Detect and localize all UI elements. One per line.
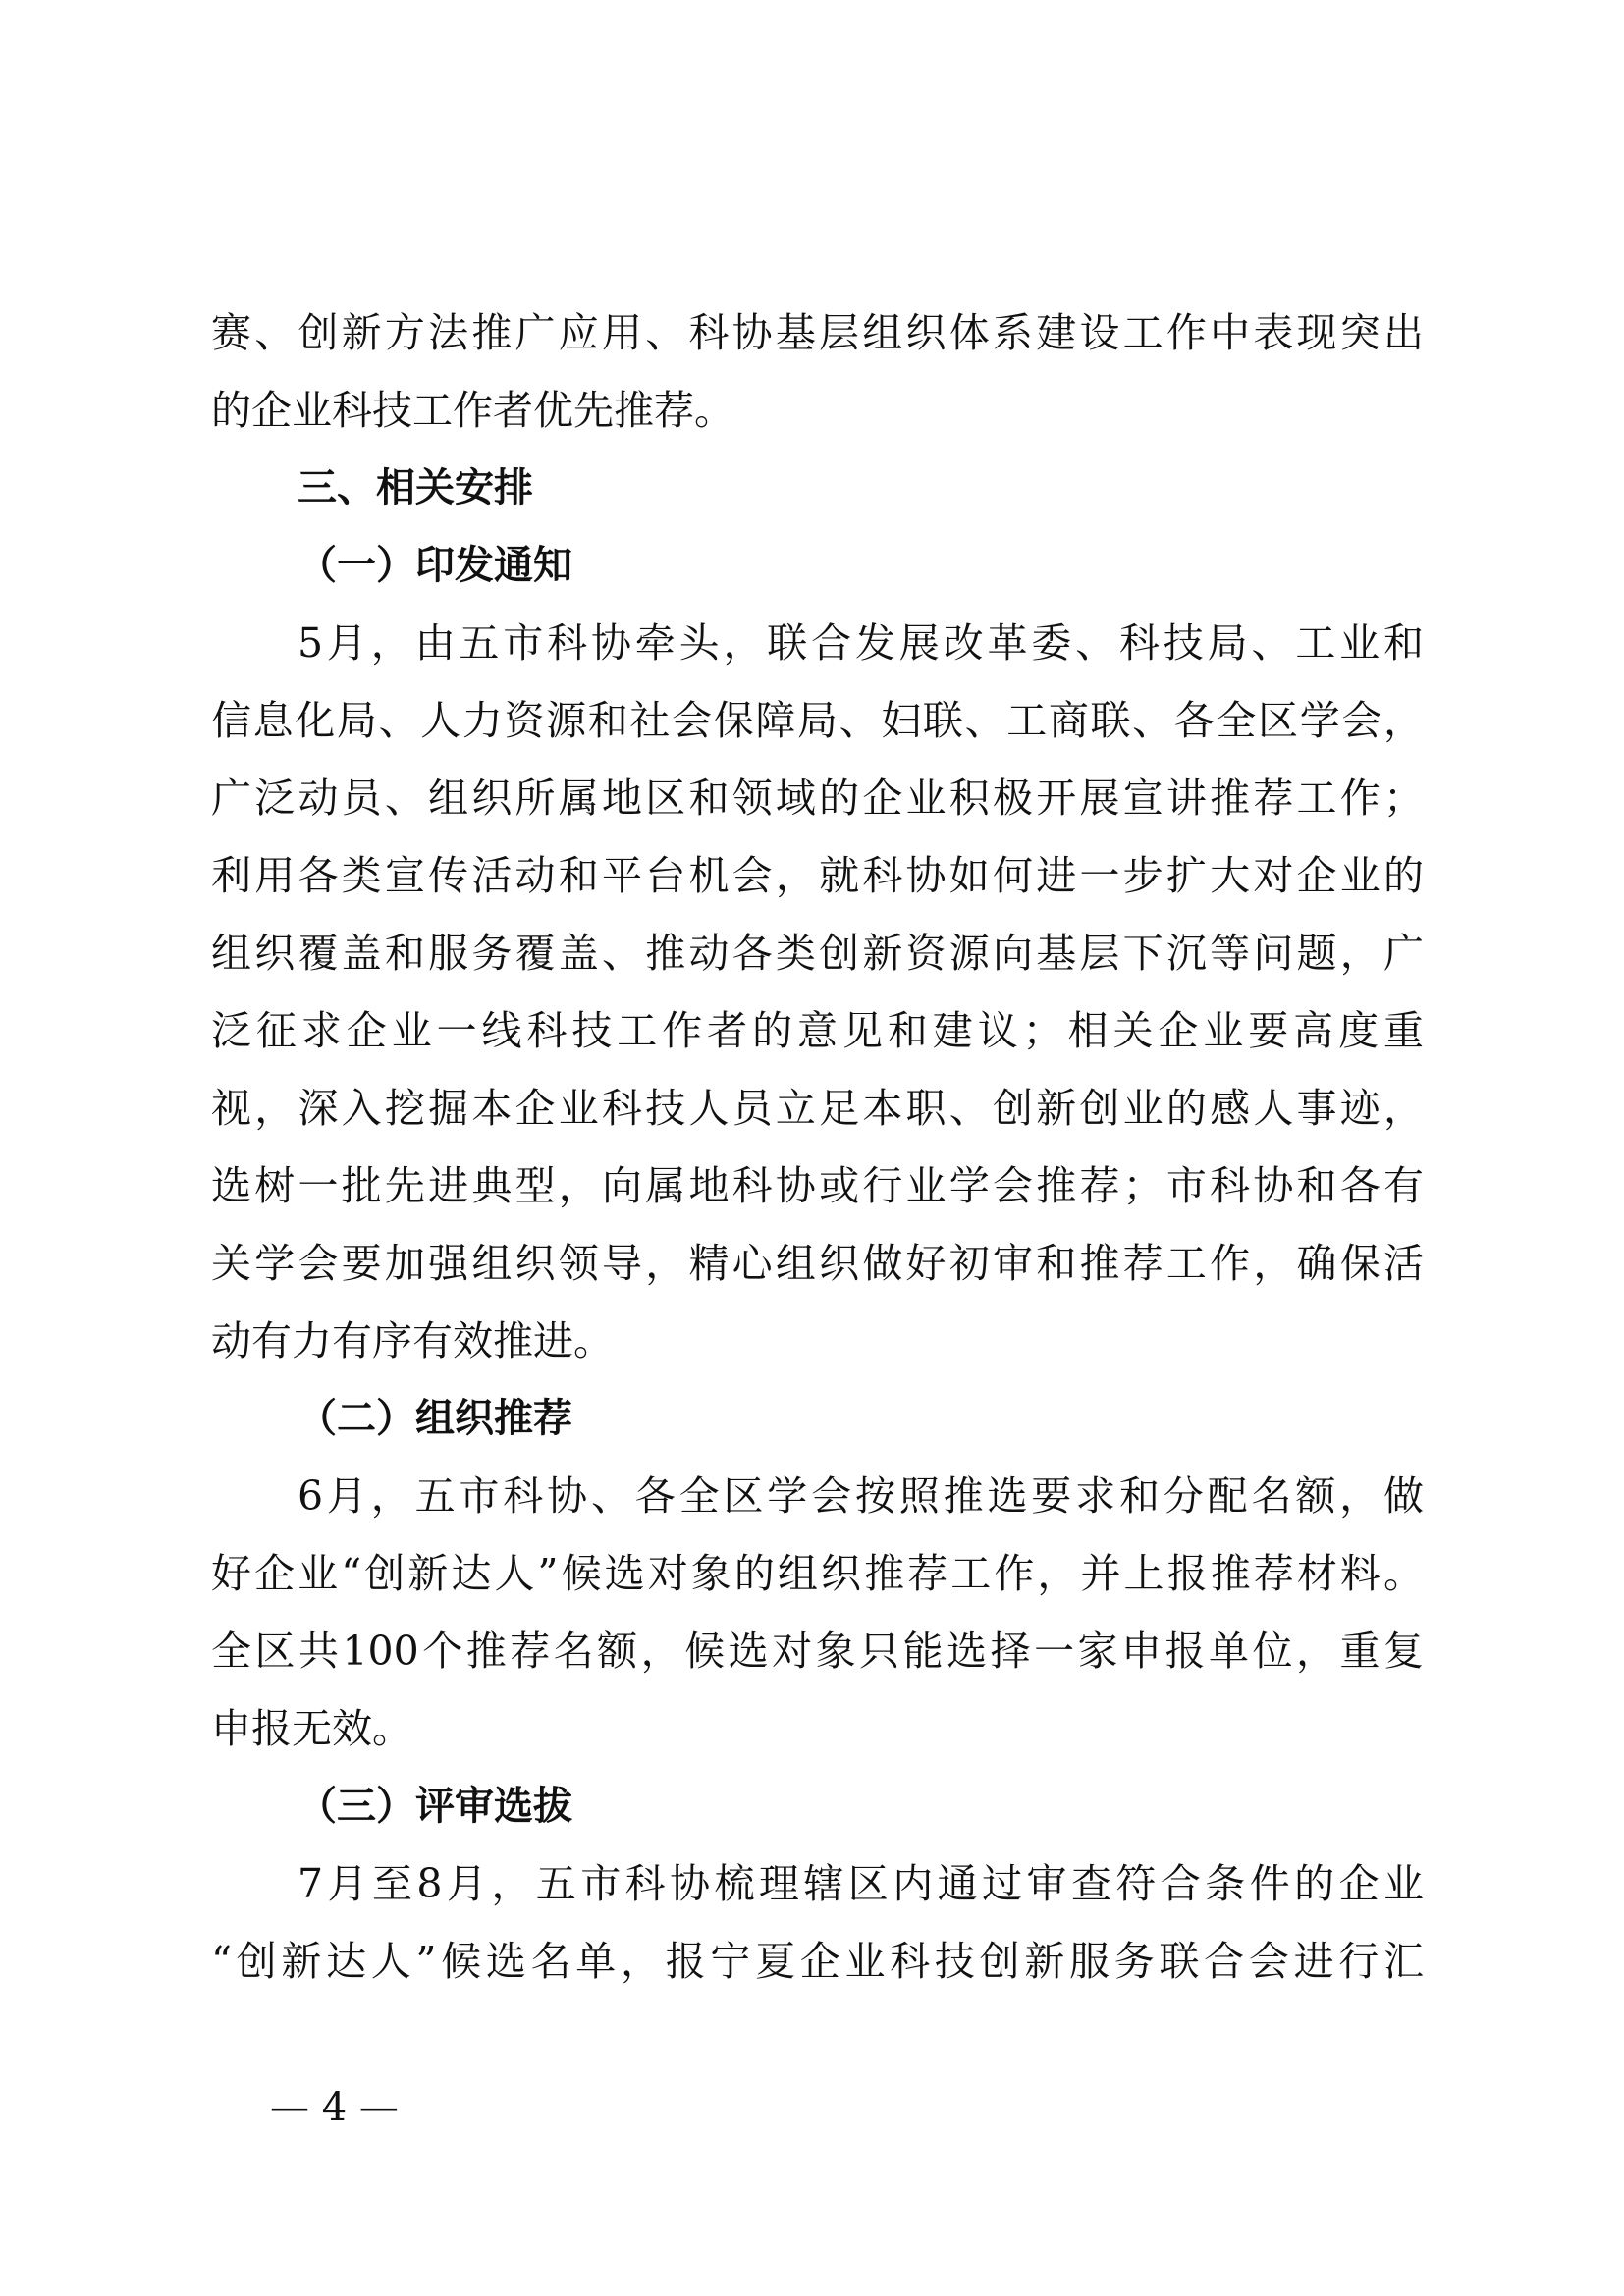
paragraph-line: 视，深入挖掘本企业科技人员立足本职、创新创业的感人事迹， xyxy=(211,1085,1424,1132)
paragraph-line: 选树一批先进典型，向属地科协或行业学会推荐；市科协和各有 xyxy=(211,1162,1424,1209)
paragraph-line: “创新达人”候选名单，报宁夏企业科技创新服务联合会进行汇 xyxy=(211,1938,1424,1985)
document-body xyxy=(211,294,1424,2001)
subsection-heading: （二）组织推荐 xyxy=(298,1396,572,1441)
page-number: — 4 — xyxy=(270,2085,399,2130)
paragraph-line: 动有力有序有效推进。 xyxy=(211,1317,614,1364)
paragraph-line: 信息化局、人力资源和社会保障局、妇联、工商联、各全区学会， xyxy=(211,697,1424,744)
paragraph-line: 全区共100个推荐名额，候选对象只能选择一家申报单位，重复 xyxy=(211,1628,1424,1675)
paragraph-line: 的企业科技工作者优先推荐。 xyxy=(211,387,734,434)
paragraph-line: 赛、创新方法推广应用、科协基层组织体系建设工作中表现突出 xyxy=(211,309,1424,356)
subsection-heading: （三）评审选拔 xyxy=(298,1784,572,1829)
paragraph-line: 5月，由五市科协牵头，联合发展改革委、科技局、工业和 xyxy=(298,619,1424,667)
paragraph-line: 6月，五市科协、各全区学会按照推选要求和分配名额，做 xyxy=(298,1472,1424,1520)
paragraph-line: 7月至8月，五市科协梳理辖区内通过审查符合条件的企业 xyxy=(298,1860,1424,1907)
subsection-heading: （一）印发通知 xyxy=(298,543,572,588)
paragraph-line: 申报无效。 xyxy=(211,1705,412,1752)
paragraph-line: 泛征求企业一线科技工作者的意见和建议；相关企业要高度重 xyxy=(211,1007,1424,1054)
paragraph-line: 广泛动员、组织所属地区和领域的企业积极开展宣讲推荐工作； xyxy=(211,774,1424,822)
paragraph-line: 关学会要加强组织领导，精心组织做好初审和推荐工作，确保活 xyxy=(211,1240,1424,1287)
paragraph-line: 好企业“创新达人”候选对象的组织推荐工作，并上报推荐材料。 xyxy=(211,1550,1424,1597)
paragraph-line: 组织覆盖和服务覆盖、推动各类创新资源向基层下沉等问题，广 xyxy=(211,930,1424,977)
paragraph-line: 利用各类宣传活动和平台机会，就科协如何进一步扩大对企业的 xyxy=(211,852,1424,899)
section-heading: 三、相关安排 xyxy=(298,465,533,510)
